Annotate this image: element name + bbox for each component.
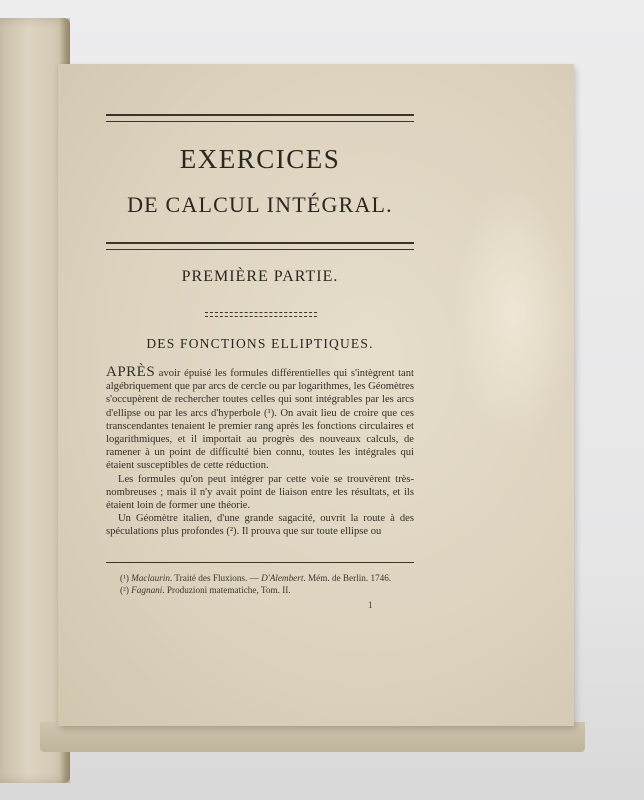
top-rule: [106, 114, 414, 122]
footnote-1-author-2: D'Alembert: [261, 573, 304, 583]
footnote-2: [120, 585, 420, 597]
footnote-2-author: Fagnani: [131, 584, 163, 595]
part-heading: PREMIÈRE PARTIE.: [181, 268, 339, 285]
footnote-1-text-1: . Traité des Fluxions. —: [169, 573, 262, 583]
footnote-2-text: . Produzioni matematiche, Tom. II.: [162, 584, 291, 595]
footnote-rule: [106, 562, 414, 563]
footnote-2-marker: (²): [120, 584, 129, 595]
body-text: [106, 366, 414, 539]
drop-cap: APRÈS: [106, 364, 156, 380]
book-bottom-edge: [40, 722, 585, 752]
footnote-1-marker: (¹): [120, 573, 129, 583]
title-line-2: DE CALCUL INTÉGRAL.: [127, 192, 393, 217]
title-line-1: EXERCICES: [179, 144, 341, 174]
title-rule: [106, 242, 414, 250]
footnote-1-author-1: Maclaurin: [131, 573, 170, 583]
footnotes: [120, 573, 420, 596]
page-stain: [453, 184, 573, 444]
book-page: [58, 64, 574, 726]
footnote-1-text-2: . Mém. de Berlin. 1746.: [303, 573, 392, 583]
paragraph-2: Les formules qu'on peut intégrer par cette voie se trouvèrent très-nombreuses ; mais il n'y avait point de liaison entre les résultats, et ils étaient loin de former une théorie.: [106, 473, 414, 512]
paragraph-1-text: avoir épuisé les formules différentielles qui s'intègrent tant algébriquement que par arcs de cercle ou par logarithmes, les Géomètres s'occupèrent de rechercher toutes celles qui sont intégrables par les arcs d'ellipse ou par les arcs d'hyperbole (¹). On avait lieu de croire que ces transcendantes tenaient le premier rang après les fonctions circulaires et logarithmiques, et il importait au progrès des nouveaux calculs, de ramener à un point de difficulté bien connu, toutes les intégrales qui étaient susceptibles de cette réduction.: [106, 368, 414, 472]
part-rule: [205, 312, 317, 317]
section-heading: DES FONCTIONS ELLIPTIQUES.: [146, 336, 374, 351]
page-number: 1: [368, 600, 373, 610]
footnote-1: [120, 573, 420, 585]
paragraph-1: [106, 366, 414, 473]
paragraph-3: Un Géomètre italien, d'une grande sagacité, ouvrit la route à des spéculations plus profondes (²). Il prouva que sur toute ellipse ou: [106, 513, 414, 538]
